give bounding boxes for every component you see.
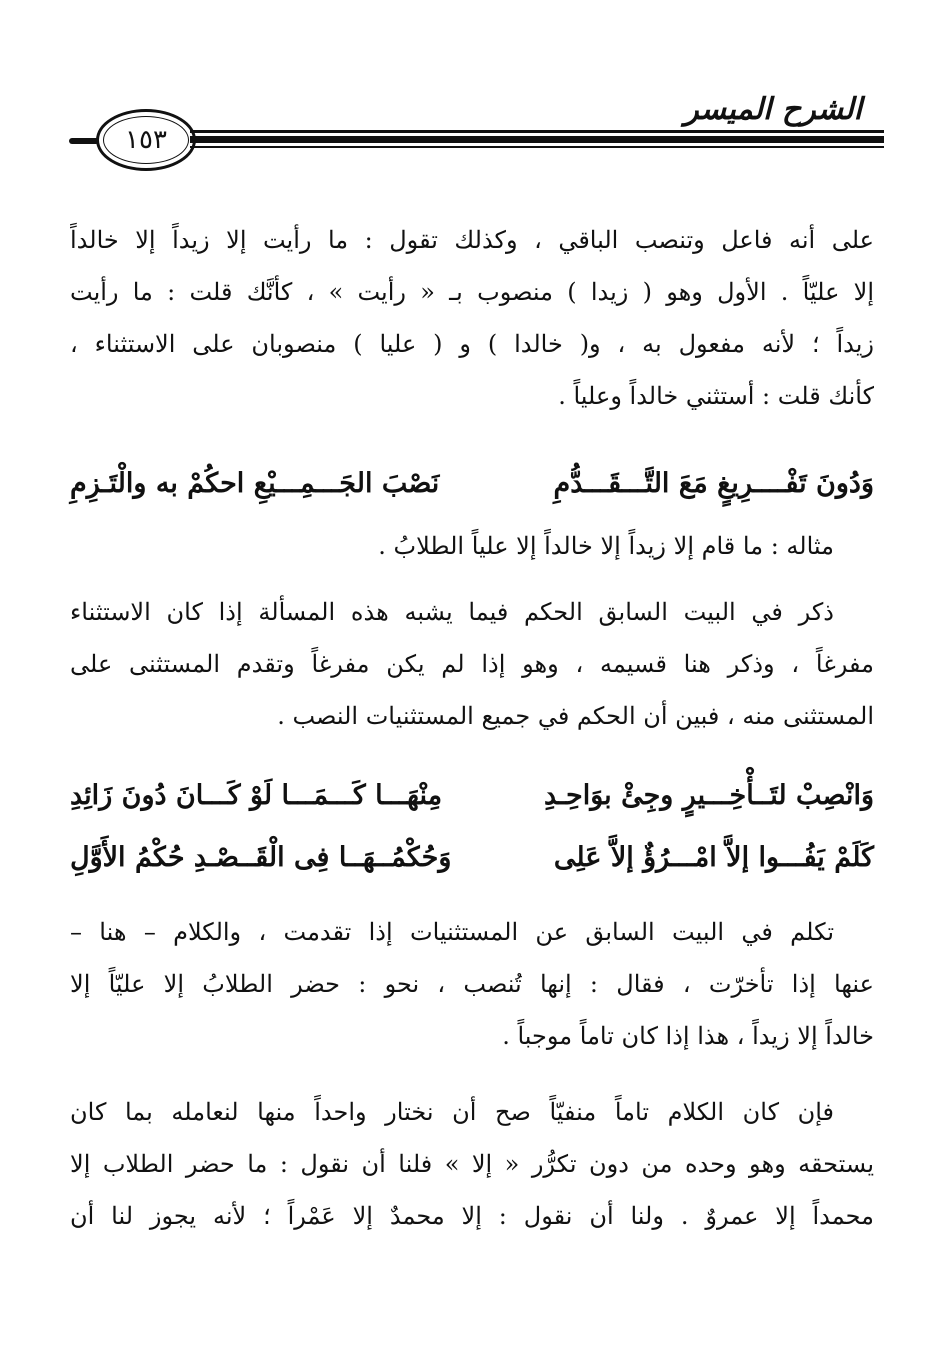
text-line: كأنك قلت : أستثني خالداً وعلياً .: [558, 382, 874, 410]
page-number: ١٥٣: [125, 125, 167, 155]
text-line: مفرغاً ، وذكر هنا قسيمه ، وهو إذا لم يكن مفرغاً وتقدم المستثنى على: [70, 650, 874, 678]
example-block: [70, 520, 874, 572]
verse-hemistich-second: نَصْبَ الجَـــمِـــيْعِ احكُمْ به والْتَـزِمِ: [70, 467, 440, 499]
text-line: زيداً ؛ لأنه مفعول به ، و( خالدا ) و ( عليا ) منصوبان على الاستثناء ،: [70, 330, 874, 358]
text-line: فإن كان الكلام تاماً منفيّاً صح أن نختار واحداً منها لنعامله بما كان: [70, 1098, 834, 1126]
verse-hemistich-first: وَدُونَ تَفْــــرِيغٍ مَعَ التَّـــقَـــدُّمِ: [553, 467, 874, 499]
verse-hemistich-second: وَحُكْمُــهَــا فِى الْقَــصْـدِ حُكْمُ الأَوَّلِ: [70, 841, 452, 873]
text-line: المستثنى منه ، فبين أن الحكم في جميع المستثنيات النصب .: [277, 702, 874, 730]
paragraph-2: [70, 586, 874, 742]
verse-hemistich-second: مِنْهَـــا كَـــمَـــا لَوْ كَـــانَ دُونَ زَائِدِ: [70, 779, 443, 811]
text-line: إلا عليّاً . الأول وهو ( زيدا ) منصوب بـ « رأيت » ، كأنَّك قلت : ما رأيت: [70, 278, 874, 306]
paragraph-4: [70, 1086, 874, 1242]
paragraph-3: [70, 906, 874, 1062]
text-line: ذكر في البيت السابق الحكم فيما يشبه هذه المسألة إذا كان الاستثناء: [70, 598, 834, 626]
text-line: عنها إذا تأخرّت ، فقال : إنها تُنصب ، نحو : حضر الطلابُ إلا عليّاً إلا: [70, 970, 874, 998]
header-rule-thick: [190, 136, 884, 143]
header-rule: [190, 130, 884, 133]
text-line: خالداً إلا زيداً ، هذا إذا كان تاماً موجباً .: [502, 1022, 874, 1050]
frame-bar: [69, 138, 99, 144]
book-title: الشرح الميسر: [684, 92, 862, 127]
page-number-frame: [96, 109, 196, 171]
verse-1: [70, 458, 874, 508]
header-rule-thin: [190, 146, 884, 148]
verse-2: [70, 770, 874, 820]
text-line: على أنه فاعل وتنصب الباقي ، وكذلك تقول : ما رأيت إلا زيداً إلا خالداً: [70, 226, 874, 254]
text-line: يستحقه وهو وحده من دون تكرُّر « إلا » فلنا أن نقول : ما حضر الطلاب إلا: [70, 1150, 874, 1178]
text-line: تكلم في البيت السابق عن المستثنيات إذا تقدمت ، والكلام – هنا –: [70, 918, 834, 946]
verse-3: [70, 832, 874, 882]
verse-hemistich-first: كَلَمْ يَفُـــوا إلاَّ امْـــرُؤٌ إلاَّ عَلِى: [553, 841, 874, 873]
verse-hemistich-first: وَانْصِبْ لتَــأْخِـــيرٍ وجِئْ بوَاحِـدِ: [543, 779, 874, 811]
text-line: محمداً إلا عمروٌ . ولنا أن نقول : إلا محمدٌ إلا عَمْراً ؛ لأنه يجوز لنا أن: [70, 1202, 874, 1230]
paragraph-1: [70, 214, 874, 422]
example-line: مثاله : ما قام إلا زيداً إلا خالداً إلا علياً الطلابُ .: [378, 532, 834, 560]
